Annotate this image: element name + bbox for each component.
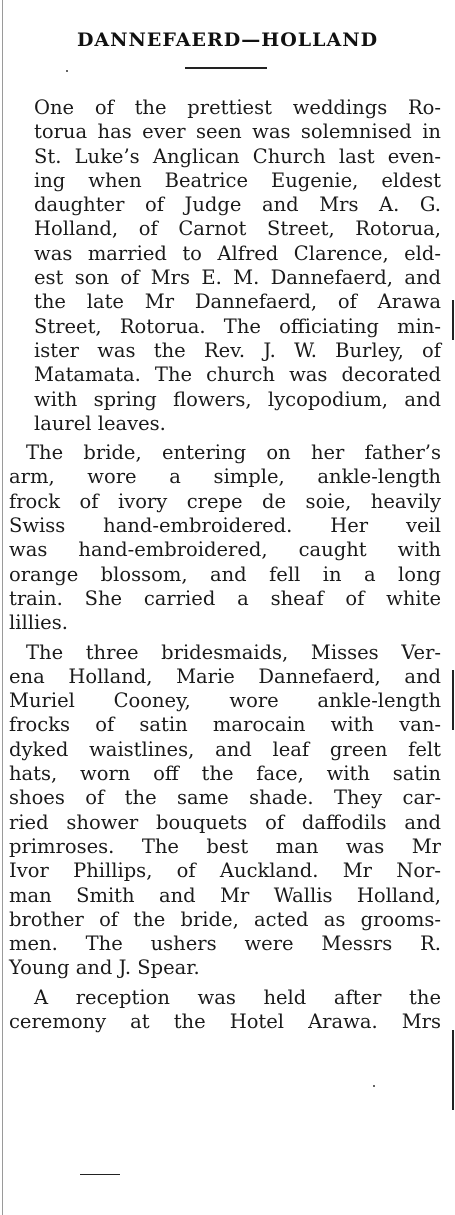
text-line: The bride, entering on her father’s [26,441,441,465]
footer-rule [80,1174,120,1175]
text-line: train. She carried a sheaf of white [9,586,441,610]
paragraph-3 [9,641,441,981]
text-line: was married to Alfred Clarence, eld- [34,241,441,265]
text-line: primroses. The best man was Mr [9,834,441,858]
text-line: orange blossom, and fell in a long [9,562,441,586]
text-line: ceremony at the Hotel Arawa. Mrs [9,1009,441,1033]
text-line: was hand-embroidered, caught with [9,538,441,562]
text-line: St. Luke’s Anglican Church last even- [34,144,441,168]
headline-rule [185,67,267,69]
text-line: torua has ever seen was solemnised in [34,120,441,144]
text-line: frocks of satin marocain with van- [9,713,441,737]
headline: DANNEFAERD—HOLLAND [76,29,379,51]
text-line: hats, worn off the face, with satin [9,762,441,786]
text-line: man Smith and Mr Wallis Holland, [9,883,441,907]
text-line: frock of ivory crepe de soie, heavily [9,489,441,513]
text-line: Matamata. The church was decorated [34,363,441,387]
left-column-border [2,0,3,1215]
text-line: est son of Mrs E. M. Dannefaerd, and [34,266,441,290]
text-line: Swiss hand-embroidered. Her veil [9,514,441,538]
text-line: the late Mr Dannefaerd, of Arawa [34,290,441,314]
text-line: laurel leaves. [34,411,166,435]
right-column-mark [452,300,454,340]
text-line: Holland, of Carnot Street, Rotorua, [34,217,441,241]
text-line: ister was the Rev. J. W. Burley, of [34,338,441,362]
text-line: with spring flowers, lycopodium, and [34,387,441,411]
text-line: lillies. [9,611,68,635]
text-line: One of the prettiest weddings Ro- [34,96,441,119]
paragraph-2 [9,441,441,635]
text-line: men. The ushers were Messrs R. [9,932,441,956]
print-speck [66,70,68,72]
right-column-mark [452,1030,454,1110]
text-line: Street, Rotorua. The officiating min- [34,314,441,338]
text-line: A reception was held after the [34,985,441,1009]
text-line: ing when Beatrice Eugenie, eldest [34,168,441,192]
text-line: Ivor Phillips, of Auckland. Mr Nor- [9,859,441,883]
article-body [9,96,441,1034]
right-column-mark [452,670,454,730]
print-speck [373,1085,375,1087]
text-line: shoes of the same shade. They car- [9,786,441,810]
text-line: Young and J. Spear. [9,956,200,980]
paragraph-1 [9,96,441,436]
text-line: dyked waistlines, and leaf green felt [9,737,441,761]
paragraph-4 [9,986,441,1035]
text-line: brother of the bride, acted as grooms- [9,907,441,931]
text-line: arm, wore a simple, ankle-length [9,465,441,489]
text-line: ried shower bouquets of daffodils and [9,810,441,834]
text-line: ena Holland, Marie Dannefaerd, and [9,664,441,688]
text-line: The three bridesmaids, Misses Ver- [26,640,441,664]
text-line: Muriel Cooney, wore ankle-length [9,689,441,713]
text-line: daughter of Judge and Mrs A. G. [34,193,441,217]
